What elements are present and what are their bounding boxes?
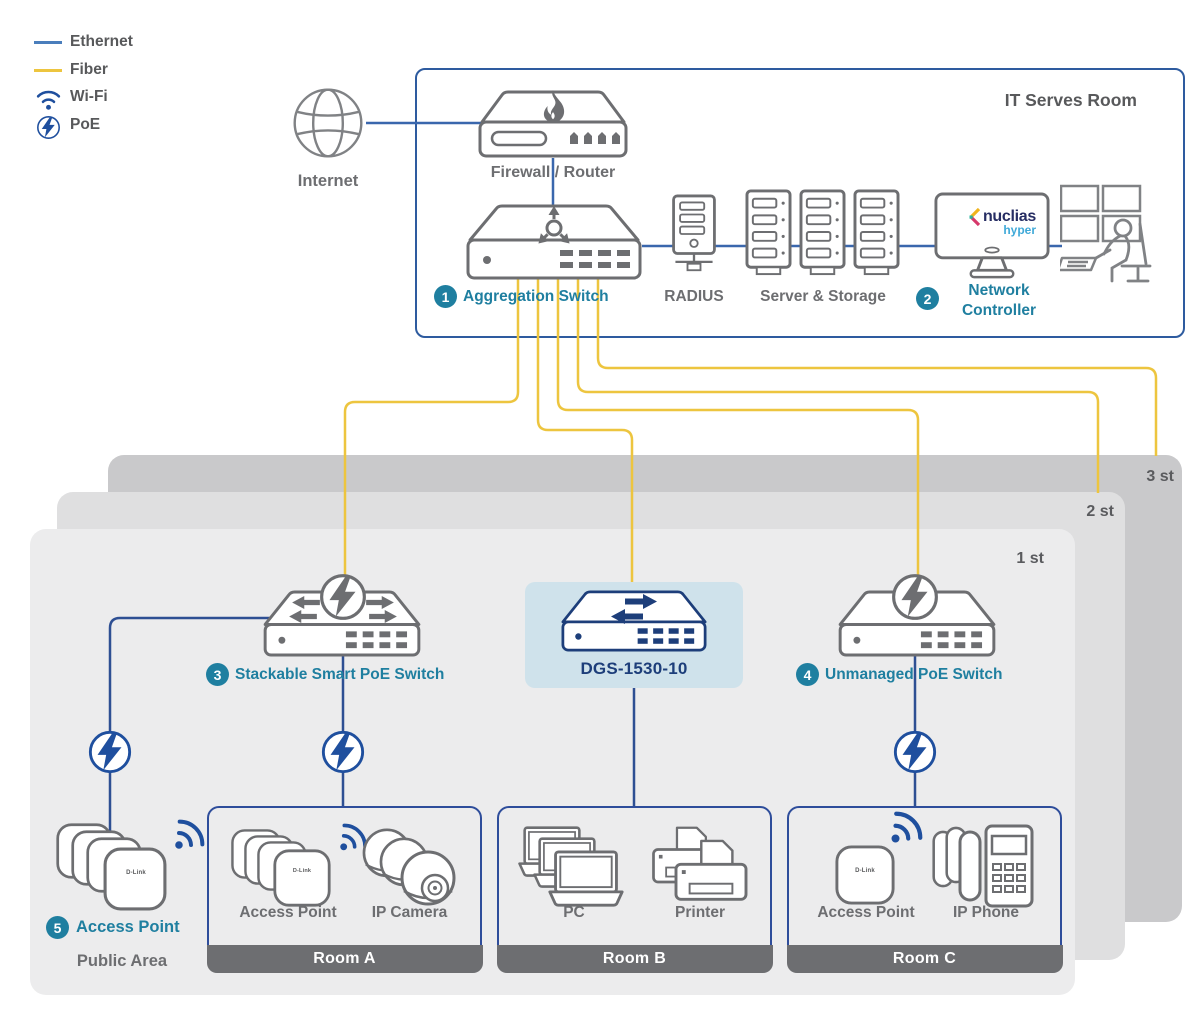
- unmanaged-label: Unmanaged PoE Switch: [825, 666, 1003, 683]
- radius-tower-icon: [668, 194, 720, 274]
- room-a-camera-stack: [356, 828, 468, 914]
- controller-label-line1: Network: [968, 282, 1030, 299]
- public-area-label: Public Area: [76, 952, 168, 970]
- room-c-phone-stack: [932, 820, 1034, 912]
- legend-item-wifi: [28, 87, 208, 115]
- aggregation-badge: 1: [434, 285, 457, 308]
- firewall-label: Firewall / Router: [490, 164, 616, 181]
- room-c-access-point: [834, 844, 896, 906]
- it-room-title: IT Serves Room: [1004, 90, 1137, 110]
- aggregation-label: Aggregation Switch: [463, 288, 609, 305]
- controller-label: [944, 281, 1054, 321]
- aggregation-switch-device: [466, 204, 642, 284]
- dgs-label: DGS-1530-10: [580, 659, 688, 678]
- controller-label-line2: Controller: [961, 302, 1037, 319]
- ap-logo-public: D-Link: [126, 870, 146, 876]
- server-storage-label: Server & Storage: [760, 288, 886, 305]
- fiber-line-stackable: [345, 278, 518, 578]
- room-c-footer: Room C: [787, 945, 1063, 973]
- room-c-device-2-label: IP Phone: [952, 904, 1020, 921]
- radius-label: RADIUS: [664, 288, 724, 305]
- poe-icon: [36, 115, 61, 140]
- room-c-device-1-label: Access Point: [817, 904, 915, 921]
- legend-item-fiber: [28, 60, 208, 87]
- room-b-printer-stack: [648, 826, 752, 910]
- controller-badge: 2: [916, 287, 939, 310]
- globe-icon: [291, 86, 365, 160]
- nuclias-monitor-icon: [934, 192, 1050, 283]
- public-ap-badge: 5: [46, 916, 69, 939]
- room-a-footer: Room A: [207, 945, 483, 973]
- stackable-badge: 3: [206, 663, 229, 686]
- legend-label-ethernet: Ethernet: [70, 33, 133, 50]
- wifi-icon: [35, 89, 62, 111]
- dgs-stack-arrows-icon: [601, 594, 667, 624]
- poe-icon-public-line: [87, 729, 133, 775]
- ap-logo-room-a: D-Link: [292, 868, 312, 874]
- poe-icon-room-a-line: [320, 729, 366, 775]
- ethernet-line-swatch: [34, 41, 62, 44]
- legend: [28, 32, 208, 143]
- room-b-pc-stack: [516, 826, 632, 910]
- legend-label-wifi: Wi-Fi: [70, 88, 108, 105]
- floor-label-2: 2 st: [1086, 503, 1114, 520]
- poe-icon-unmanaged: [890, 572, 940, 622]
- room-a-device-2-label: IP Camera: [371, 904, 448, 921]
- legend-label-fiber: Fiber: [70, 61, 108, 78]
- legend-item-ethernet: [28, 32, 208, 60]
- admin-workstation-icon: [1060, 184, 1164, 286]
- legend-label-poe: PoE: [70, 116, 101, 133]
- nuclias-sub: hyper: [1003, 223, 1036, 237]
- fiber-line-dgs: [538, 278, 632, 586]
- nuclias-chevron-icon: [969, 208, 980, 226]
- poe-icon-room-c-line: [892, 729, 938, 775]
- floor-label-3: 3 st: [1146, 468, 1174, 485]
- legend-item-poe: [28, 115, 208, 143]
- nuclias-logo: [950, 208, 1036, 237]
- poe-icon-stackable: [318, 572, 368, 622]
- nuclias-brand: nuclias: [982, 208, 1036, 225]
- floor-label-1: 1 st: [1016, 550, 1044, 567]
- server-rack-icon: [744, 188, 902, 278]
- room-b-footer: Room B: [497, 945, 773, 973]
- fiber-line-unmanaged: [558, 278, 918, 578]
- firewall-device: [478, 90, 628, 160]
- ap-logo-room-c: D-Link: [855, 868, 875, 874]
- public-ap-label: Access Point: [76, 918, 180, 936]
- internet-label: Internet: [297, 172, 359, 190]
- unmanaged-badge: 4: [796, 663, 819, 686]
- stackable-label: Stackable Smart PoE Switch: [235, 666, 445, 683]
- stack-arrows-right-icon: [364, 596, 398, 624]
- room-a-device-1-label: Access Point: [239, 904, 337, 921]
- room-b-device-1-label: PC: [563, 904, 585, 921]
- fiber-line-swatch: [34, 69, 62, 72]
- room-b-device-2-label: Printer: [675, 904, 725, 921]
- stack-arrows-left-icon: [288, 596, 322, 624]
